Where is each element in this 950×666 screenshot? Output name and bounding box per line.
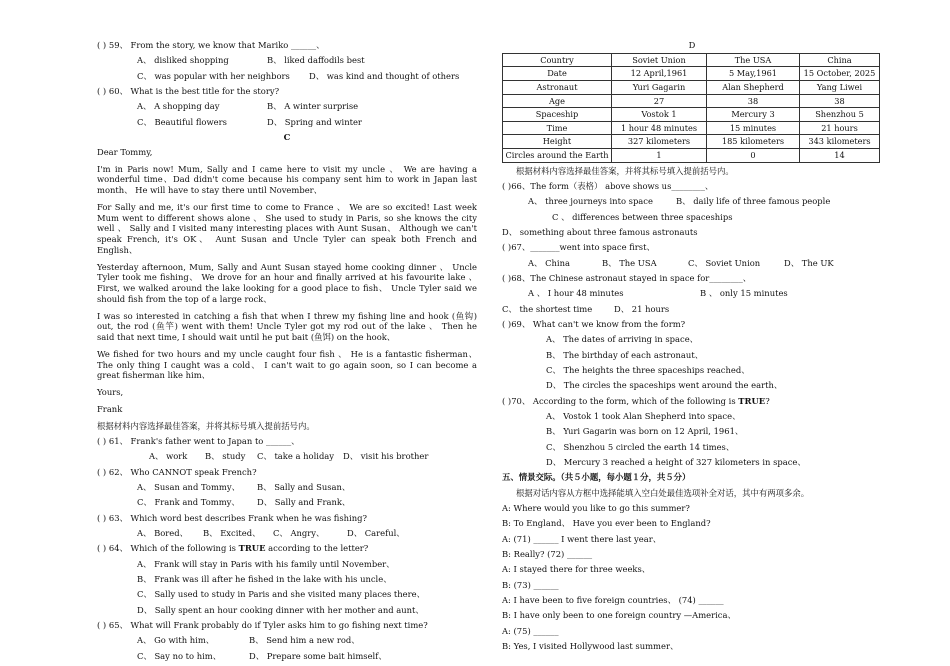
question-62-options-row1: [97, 482, 477, 493]
question-69-stem: ( )69、 What can't we know from the form?: [502, 318, 686, 329]
option-62c[interactable]: C、 Frank and Tommy、: [137, 497, 240, 508]
dialogue-line-72[interactable]: B: Really? (72) ______: [502, 549, 593, 560]
section-d-instruction: 根据材料内容选择最佳答案，并将其标号填入提前括号内。: [516, 165, 734, 176]
section-d-heading: D: [688, 40, 696, 50]
table-cell: Mercury 3: [707, 108, 800, 122]
dialogue-line-75[interactable]: A: (75) ______: [502, 625, 559, 636]
option-63c[interactable]: C、 Angry、: [273, 527, 325, 538]
option-59d[interactable]: D、 was kind and thought of others: [309, 70, 460, 81]
question-68-stem: ( )68、The Chinese astronaut stayed in space for________、: [502, 272, 752, 283]
table-cell: Circles around the Earth: [503, 148, 612, 162]
table-cell: 21 hours: [800, 121, 880, 135]
question-63-stem: ( ) 63、 Which word best describes Frank when he was fishing?: [97, 512, 367, 523]
option-70c[interactable]: C、 Shenzhou 5 circled the earth 14 times、: [546, 441, 735, 452]
option-60d[interactable]: D、 Spring and winter: [267, 116, 362, 127]
table-cell: Yuri Gagarin: [612, 80, 707, 94]
dialogue-line: B: Yes, I visited Hollywood last summer、: [502, 641, 679, 652]
option-66a[interactable]: A、 three journeys into space: [528, 196, 653, 207]
table-cell: 5 May,1961: [707, 67, 800, 81]
question-70-stem-text: ( )70、 According to the form, which of the following is: [502, 395, 739, 406]
dialogue-line: A: Where would you like to go this summer?: [502, 503, 690, 514]
dialogue-line-73[interactable]: B: (73) ______: [502, 579, 559, 590]
table-cell: 38: [707, 94, 800, 108]
table-cell: 1: [612, 148, 707, 162]
table-cell: Vostok 1: [612, 108, 707, 122]
dialogue-line: B: To England、 Have you ever been to England?: [502, 518, 711, 529]
option-60b[interactable]: B、 A winter surprise: [267, 101, 359, 112]
section-5-title: 五、情景交际。（共５小题，每小题１分，共５分）: [502, 472, 691, 483]
letter-closing: Yours,: [97, 387, 124, 398]
question-60-options-row2: [97, 117, 477, 128]
option-69b[interactable]: B、 The birthday of each astronaut、: [546, 349, 704, 360]
question-60-stem: ( ) 60、 What is the best title for the story?: [97, 86, 280, 97]
option-63d[interactable]: D、 Careful、: [347, 527, 405, 538]
dialogue-line: A: I stayed there for three weeks、: [502, 564, 651, 575]
option-68d[interactable]: D、 21 hours: [614, 303, 670, 314]
question-64-emphasis: TRUE: [238, 543, 266, 554]
option-63b[interactable]: B、 Excited、: [203, 527, 261, 538]
option-66c[interactable]: C 、 differences between three spaceships: [552, 211, 733, 222]
option-70a[interactable]: A、 Vostok 1 took Alan Shepherd into space、: [546, 411, 741, 421]
question-62-stem: ( ) 62、 Who CANNOT speak French?: [97, 466, 257, 477]
table-row: [503, 121, 880, 135]
option-60a[interactable]: A、 A shopping day: [137, 101, 220, 112]
option-64d[interactable]: D、 Sally spent an hour cooking dinner with her mother and aunt、: [137, 604, 424, 615]
question-64-stem-tail: according to the letter?: [265, 543, 369, 554]
option-70b[interactable]: B、 Yuri Gagarin was born on 12 April, 1961、: [546, 426, 744, 437]
table-cell: Astronaut: [503, 80, 612, 94]
option-60c[interactable]: C、 Beautiful flowers: [137, 116, 227, 127]
option-65a[interactable]: A、 Go with him、: [137, 635, 215, 646]
letter-paragraph-4: I was so interested in catching a fish that when I threw my fishing line and hook (鱼钩) out, the rod (鱼竿) went with them! Uncle Tyler got my rod out of the lake 、 Then he said that next time, I should wait until he put bait (鱼饵) on the hook、: [97, 310, 477, 343]
question-70-stem-tail: ?: [765, 395, 770, 406]
option-66d[interactable]: D、 something about three famous astronauts: [502, 226, 698, 237]
question-66-options-row1: [502, 196, 882, 207]
question-67-options: [502, 258, 882, 269]
table-row: [503, 108, 880, 122]
table-cell: 343 kilometers: [800, 135, 880, 149]
question-60-options-row1: [97, 101, 477, 112]
question-70-stem: [502, 396, 882, 407]
question-66-stem: ( )66、The form（表格） above shows us________、: [502, 180, 714, 191]
table-cell: Spaceship: [503, 108, 612, 122]
table-cell: 38: [800, 94, 880, 108]
question-67-stem: ( )67、_______went into space first、: [502, 242, 655, 253]
table-row: [503, 135, 880, 149]
question-59-stem: ( ) 59、 From the story, we know that Mariko ______、: [97, 40, 325, 50]
option-64b[interactable]: B、 Frank was ill after he fished in the lake with his uncle、: [137, 574, 392, 584]
option-65c[interactable]: C、 Say no to him、: [137, 650, 222, 661]
option-63a[interactable]: A、 Bored、: [137, 527, 188, 538]
option-59b[interactable]: B、 liked daffodils best: [267, 55, 365, 66]
table-header-cell: Country: [503, 53, 612, 67]
option-61a[interactable]: A、 work: [149, 451, 188, 462]
table-header-row: [503, 53, 880, 67]
question-62-options-row2: [97, 497, 477, 508]
table-cell: Yang Liwei: [800, 80, 880, 94]
question-65-stem: ( ) 65、 What will Frank probably do if Tyler asks him to go fishing next time?: [97, 620, 428, 631]
option-64a[interactable]: A、 Frank will stay in Paris with his family until November、: [137, 558, 395, 569]
right-column: [502, 40, 882, 657]
question-65-options-row1: [97, 635, 477, 646]
dialogue-line-71[interactable]: A: (71) ______ I went there last year、: [502, 533, 662, 544]
option-61b[interactable]: B、 study: [205, 451, 246, 462]
table-row: [503, 148, 880, 162]
table-cell: 27: [612, 94, 707, 108]
table-row: [503, 67, 880, 81]
table-cell: Age: [503, 94, 612, 108]
section-c-heading: C: [283, 132, 291, 143]
table-cell: 1 hour 48 minutes: [612, 121, 707, 135]
question-61-stem: ( ) 61、 Frank's father went to Japan to ______、: [97, 435, 300, 446]
option-69a[interactable]: A、 The dates of arriving in space、: [546, 334, 699, 345]
option-62a[interactable]: A、 Susan and Tommy、: [137, 481, 240, 492]
table-header-cell: The USA: [707, 53, 800, 67]
option-59a[interactable]: A、 disliked shopping: [137, 55, 229, 66]
question-68-options-row2: [502, 304, 882, 315]
table-cell: 15 minutes: [707, 121, 800, 135]
question-63-options: [97, 528, 477, 539]
table-row: [503, 80, 880, 94]
table-row: [503, 94, 880, 108]
table-cell: Time: [503, 121, 612, 135]
option-67a[interactable]: A、 China: [528, 257, 570, 268]
letter-greeting: Dear Tommy,: [97, 146, 153, 157]
table-cell: Alan Shepherd: [707, 80, 800, 94]
section-c-instruction: 根据材料内容选择最佳答案，并将其标号填入提前括号内。: [97, 420, 315, 431]
question-70-emphasis: TRUE: [738, 395, 766, 406]
table-cell: 185 kilometers: [707, 135, 800, 149]
section-5-instruction: 根据对话内容从方框中选择能填入空白处最佳选项补全对话，其中有两项多余。: [516, 487, 810, 498]
option-61d[interactable]: D、 visit his brother: [343, 451, 429, 462]
option-61c[interactable]: C、 take a holiday: [257, 451, 335, 462]
option-65d[interactable]: D、 Prepare some bait himself、: [249, 650, 387, 661]
table-header-cell: China: [800, 53, 880, 67]
table-cell: 15 October, 2025: [800, 67, 880, 81]
option-65b[interactable]: B、 Send him a new rod、: [249, 635, 360, 646]
question-64-stem: [97, 543, 477, 554]
option-67d[interactable]: D、 The UK: [784, 257, 834, 268]
table-cell: 327 kilometers: [612, 135, 707, 149]
question-61-options: [97, 451, 477, 462]
letter-signature: Frank: [97, 403, 123, 414]
option-66b[interactable]: B、 daily life of three famous people: [676, 196, 831, 207]
option-70d[interactable]: D、 Mercury 3 reached a height of 327 kilometers in space、: [546, 457, 806, 468]
question-59-options-row2: [97, 71, 477, 82]
letter-paragraph-1: I'm in Paris now! Mum, Sally and I came here to visit my uncle 、 We are having a wonderful time、Dad didn't come because his company sent him to work in Japan last month、 He will have to stay there until November、: [97, 163, 477, 196]
option-67b[interactable]: B、 The USA: [602, 257, 657, 268]
option-64c[interactable]: C、 Sally used to study in Paris and she visited many places there、: [137, 589, 425, 600]
option-62b[interactable]: B、 Sally and Susan、: [257, 481, 351, 492]
table-cell: 0: [707, 148, 800, 162]
table-header-cell: Soviet Union: [612, 53, 707, 67]
option-69c[interactable]: C、 The heights the three spaceships reached、: [546, 364, 750, 375]
table-cell: 14: [800, 148, 880, 162]
table-cell: Shenzhou 5: [800, 108, 880, 122]
letter-paragraph-5: We fished for two hours and my uncle caught four fish 、 He is a fantastic fisherman、 The only thing I caught was a cold、 I can't wait to go again soon, so I can become a great fisherman like him、: [97, 348, 477, 381]
letter-paragraph-2: For Sally and me, it's our first time to come to France 、 We are so excited! Last week Mum went to different shows alone 、 She used to study in Paris, so she knows the city well 、 Sally and I visited many interesting places with Aunt Susan、 Although we can't speak French, it's OK、 Aunt Susan and Uncle Tyler can speak both French and English、: [97, 201, 477, 255]
question-65-options-row2: [97, 651, 477, 662]
question-64-stem-text: ( ) 64、 Which of the following is: [97, 543, 239, 554]
table-cell: Height: [503, 135, 612, 149]
question-59-options-row1: [97, 55, 477, 66]
dialogue-line: B: I have only been to one foreign country —America、: [502, 610, 736, 621]
option-62d[interactable]: D、 Sally and Frank、: [257, 497, 351, 508]
letter-paragraph-3: Yesterday afternoon, Mum, Sally and Aunt Susan stayed home cooking dinner 、 Uncle Tyler took me fishing、 We drove for an hour and finally arrived at his favourite lake 、 First, we walked around the lake looking for a good place to fish、 Uncle Tyler said we should fish from the top of a large rock、: [97, 261, 477, 304]
dialogue-line-74[interactable]: A: I have been to five foreign countries、 (74) ______: [502, 595, 724, 606]
option-67c[interactable]: C、 Soviet Union: [688, 257, 761, 268]
option-68b[interactable]: B 、 only 15 minutes: [700, 288, 788, 299]
table-cell: Date: [503, 67, 612, 81]
option-68a[interactable]: A 、 I hour 48 minutes: [528, 288, 624, 299]
space-missions-table: [502, 53, 880, 163]
option-69d[interactable]: D、 The circles the spaceships went around the earth、: [546, 380, 783, 391]
table-cell: 12 April,1961: [612, 67, 707, 81]
option-59c[interactable]: C、 was popular with her neighbors: [137, 70, 290, 81]
option-68c[interactable]: C、 the shortest time: [502, 303, 593, 314]
question-68-options-row1: [502, 288, 882, 299]
left-column: [97, 40, 477, 666]
